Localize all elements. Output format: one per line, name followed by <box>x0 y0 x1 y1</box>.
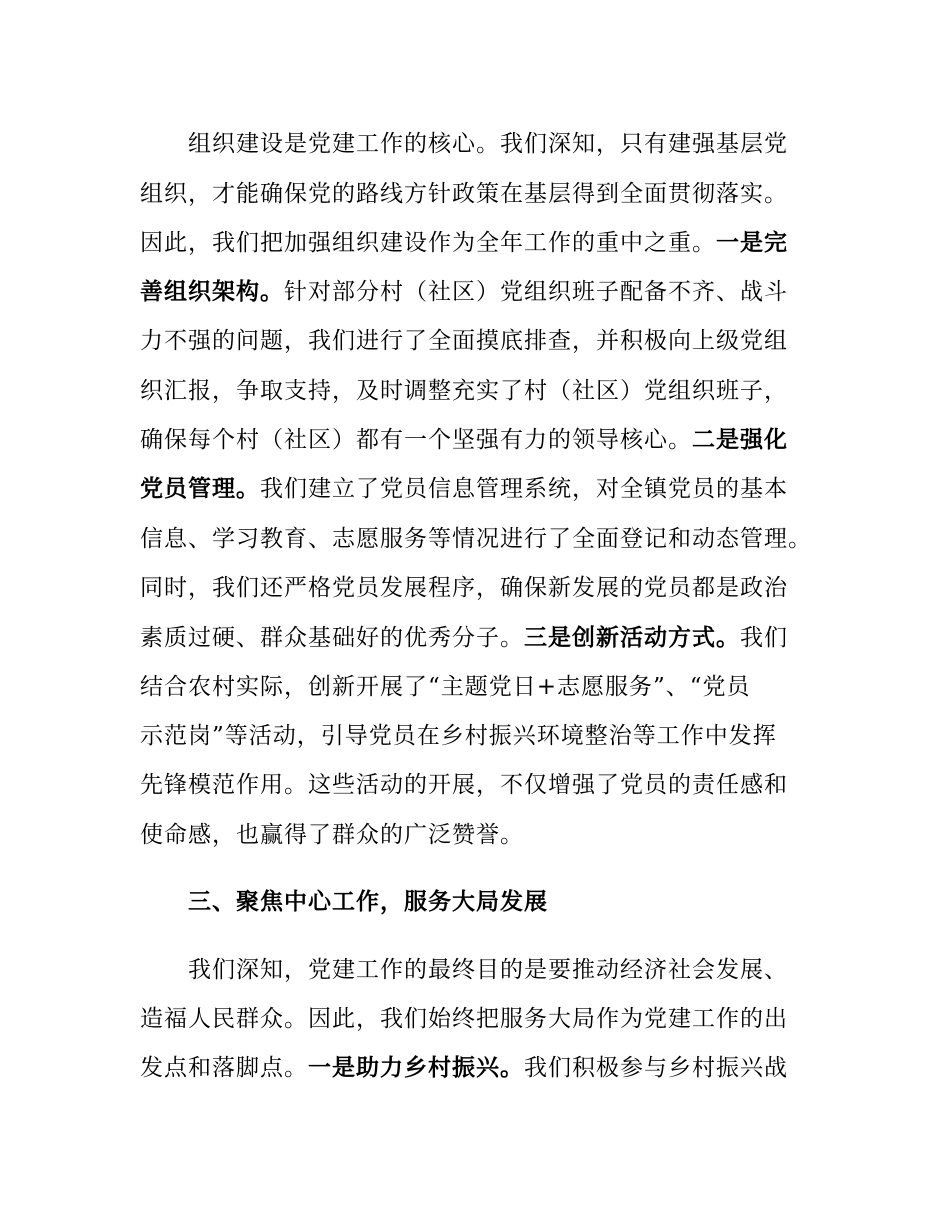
paragraph-line <box>140 570 788 606</box>
text-run: 示范岗”等活动，引导党员在乡村振兴环境整治等工作中发挥 <box>140 723 777 749</box>
text-run: 组织，才能确保党的路线方针政策在基层得到全面贯彻落实。 <box>140 181 788 207</box>
paragraph-line <box>140 323 788 359</box>
paragraph-line <box>140 422 788 458</box>
bold-run: 二是强化 <box>692 427 788 453</box>
bold-run: 一是完 <box>716 230 788 256</box>
paragraph-line <box>140 176 788 212</box>
bold-run: 一是助力乡村振兴。 <box>308 1055 524 1081</box>
paragraph-line <box>140 373 788 409</box>
paragraph-line <box>140 274 788 310</box>
text-run: 我们积极参与乡村振兴战 <box>524 1055 788 1081</box>
text-run: 我们建立了党员信息管理系统，对全镇党员的基本 <box>260 476 788 502</box>
text-run: 组织建设是党建工作的核心。我们深知，只有建强基层党 <box>188 131 788 157</box>
text-run: 发点和落脚点。 <box>140 1055 308 1081</box>
text-run: 我们深知，党建工作的最终目的是要推动经济社会发展、 <box>188 957 788 983</box>
text-run: 因此，我们把加强组织建设作为全年工作的重中之重。 <box>140 230 716 256</box>
text-run: 力不强的问题，我们进行了全面摸底排查，并积极向上级党组 <box>140 328 788 354</box>
paragraph-line <box>140 817 524 853</box>
paragraph-line <box>140 521 812 557</box>
text-run: 针对部分村（社区）党组织班子配备不齐、战斗 <box>284 279 788 305</box>
paragraph-line <box>140 471 788 507</box>
text-run: 造福人民群众。因此，我们始终把服务大局作为党建工作的出 <box>140 1006 788 1032</box>
paragraph-line <box>188 126 788 162</box>
bold-run: 善组织架构。 <box>140 279 284 305</box>
paragraph-line <box>140 1050 788 1086</box>
text-run: 素质过硬、群众基础好的优秀分子。 <box>140 625 524 651</box>
paragraph-line <box>140 767 788 803</box>
paragraph-line <box>188 952 788 988</box>
text-run: 织汇报，争取支持，及时调整充实了村（社区）党组织班子， <box>140 378 788 404</box>
bold-run: 党员管理。 <box>140 476 260 502</box>
heading-text: 三、聚焦中心工作，服务大局发展 <box>188 889 548 915</box>
text-run: 先锋模范作用。这些活动的开展，不仅增强了党员的责任感和 <box>140 772 788 798</box>
paragraph-line <box>140 718 777 754</box>
paragraph-line <box>140 1001 788 1037</box>
section-heading <box>188 884 548 920</box>
text-run: 确保每个村（社区）都有一个坚强有力的领导核心。 <box>140 427 692 453</box>
text-run: 结合农村实际，创新开展了“主题党日+志愿服务”、“党员 <box>140 674 751 700</box>
paragraph-line <box>140 669 751 705</box>
text-run: 使命感，也赢得了群众的广泛赞誉。 <box>140 822 524 848</box>
text-run: 同时，我们还严格党员发展程序，确保新发展的党员都是政治 <box>140 575 788 601</box>
text-run: 信息、学习教育、志愿服务等情况进行了全面登记和动态管理。 <box>140 526 812 552</box>
paragraph-line <box>140 620 788 656</box>
bold-run: 三是创新活动方式。 <box>524 625 740 651</box>
text-run: 我们 <box>740 625 788 651</box>
paragraph-line <box>140 225 788 261</box>
